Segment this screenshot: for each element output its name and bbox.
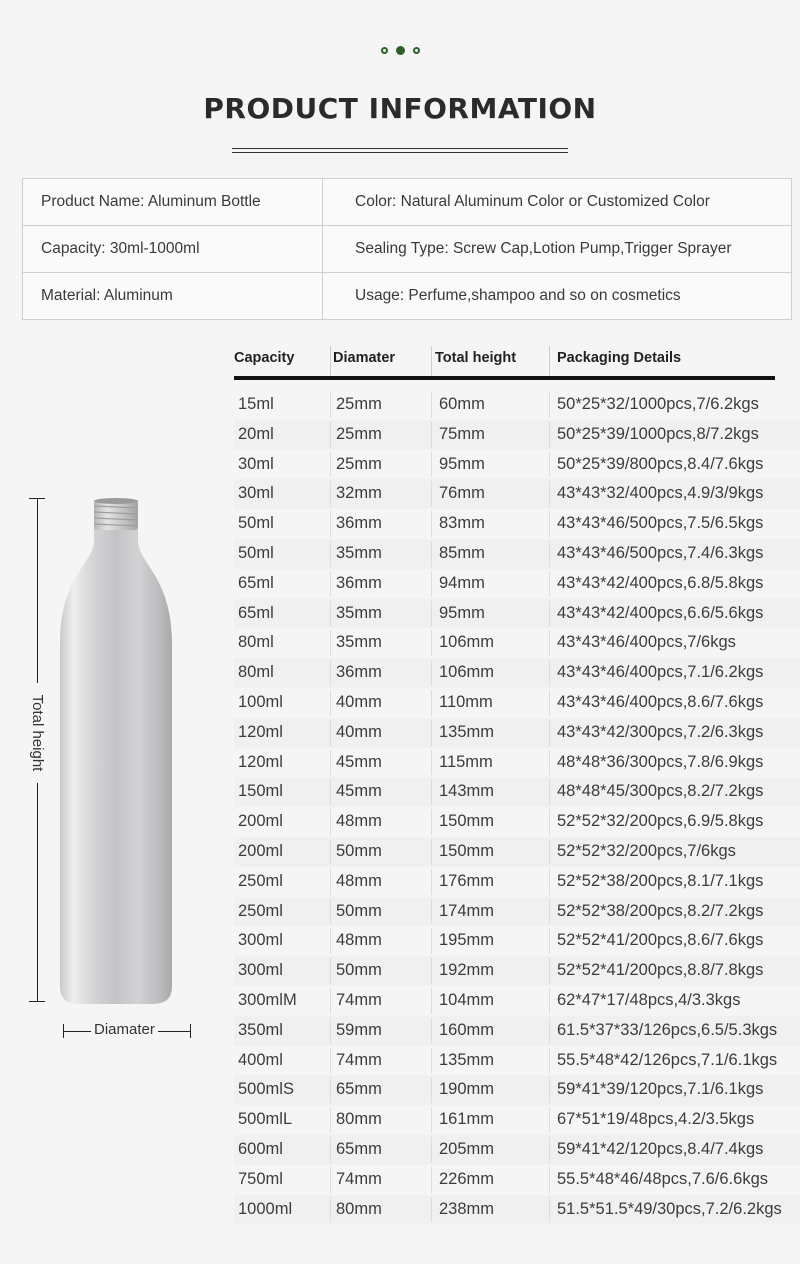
column-divider: [549, 928, 550, 954]
cell-capacity: 80ml: [238, 633, 274, 652]
cell-capacity: 120ml: [238, 722, 283, 741]
cell-packaging-details: 43*43*46/400pcs,7/6kgs: [557, 633, 736, 652]
cell-capacity: 30ml: [238, 454, 274, 473]
column-divider: [549, 511, 550, 537]
cell-diameter: 48mm: [336, 931, 382, 950]
cell-capacity: 300ml: [238, 931, 283, 950]
cell-total-height: 83mm: [439, 514, 485, 533]
cell-total-height: 95mm: [439, 603, 485, 622]
cell-diameter: 36mm: [336, 663, 382, 682]
column-divider: [431, 481, 432, 507]
cell-diameter: 48mm: [336, 812, 382, 831]
cell-capacity: 500mlS: [238, 1080, 294, 1099]
cell-capacity: 250ml: [238, 871, 283, 890]
cell-total-height: 161mm: [439, 1110, 495, 1129]
cell-total-height: 85mm: [439, 543, 485, 562]
column-divider: [330, 346, 331, 380]
header-capacity: Capacity: [234, 350, 295, 366]
cell-total-height: 174mm: [439, 901, 495, 920]
cell-packaging-details: 52*52*41/200pcs,8.8/7.8kgs: [557, 961, 764, 980]
table-row: [234, 1075, 800, 1105]
column-divider: [330, 928, 331, 954]
column-divider: [431, 1018, 432, 1044]
height-dimension-label: Total height: [27, 683, 47, 783]
column-divider: [330, 1137, 331, 1163]
cell-capacity: 200ml: [238, 812, 283, 831]
cell-packaging-details: 43*43*32/400pcs,4.9/3/9kgs: [557, 484, 764, 503]
cell-total-height: 150mm: [439, 841, 495, 860]
cell-capacity: 600ml: [238, 1139, 283, 1158]
column-divider: [330, 630, 331, 656]
cell-diameter: 74mm: [336, 990, 382, 1009]
info-cell: Sealing Type: Screw Cap,Lotion Pump,Trigger Sprayer: [323, 226, 792, 273]
table-row: [234, 777, 800, 807]
column-divider: [549, 690, 550, 716]
cell-capacity: 150ml: [238, 782, 283, 801]
column-divider: [330, 1077, 331, 1103]
column-divider: [431, 511, 432, 537]
cell-total-height: 150mm: [439, 812, 495, 831]
cell-packaging-details: 61.5*37*33/126pcs,6.5/5.3kgs: [557, 1020, 778, 1039]
cell-diameter: 36mm: [336, 573, 382, 592]
cell-diameter: 48mm: [336, 871, 382, 890]
cell-diameter: 35mm: [336, 603, 382, 622]
column-divider: [431, 1077, 432, 1103]
table-row: [234, 509, 800, 539]
column-divider: [431, 452, 432, 478]
column-divider: [330, 690, 331, 716]
column-divider: [431, 422, 432, 448]
column-divider: [330, 958, 331, 984]
cell-capacity: 300mlM: [238, 990, 297, 1009]
table-row: [234, 599, 800, 629]
cell-capacity: 120ml: [238, 752, 283, 771]
info-cell: Color: Natural Aluminum Color or Customized Color: [323, 179, 792, 226]
cell-capacity: 50ml: [238, 543, 274, 562]
cell-diameter: 80mm: [336, 1110, 382, 1129]
column-divider: [549, 392, 550, 418]
column-divider: [330, 511, 331, 537]
column-divider: [330, 571, 331, 597]
title-divider: [232, 148, 568, 153]
table-row: [234, 688, 800, 718]
column-divider: [549, 422, 550, 448]
column-divider: [431, 988, 432, 1014]
cell-capacity: 15ml: [238, 395, 274, 413]
info-row: [23, 179, 792, 226]
cell-capacity: 350ml: [238, 1020, 283, 1039]
info-row: [23, 273, 792, 320]
column-divider: [431, 1107, 432, 1133]
column-divider: [431, 630, 432, 656]
cell-diameter: 65mm: [336, 1080, 382, 1099]
header-packaging-details: Packaging Details: [557, 350, 682, 366]
cell-packaging-details: 62*47*17/48pcs,4/3.3kgs: [557, 990, 741, 1009]
cell-diameter: 45mm: [336, 782, 382, 801]
column-divider: [431, 392, 432, 418]
cell-total-height: 115mm: [439, 752, 493, 771]
cell-packaging-details: 59*41*42/120pcs,8.4/7.4kgs: [557, 1139, 764, 1158]
header-total-height: Total height: [435, 350, 517, 366]
column-divider: [431, 839, 432, 865]
table-row: [234, 1105, 800, 1135]
cell-packaging-details: 43*43*46/400pcs,7.1/6.2kgs: [557, 663, 764, 682]
cell-packaging-details: 55.5*48*42/126pcs,7.1/6.1kgs: [557, 1050, 778, 1069]
column-divider: [549, 899, 550, 925]
cell-diameter: 74mm: [336, 1050, 382, 1069]
column-divider: [431, 1048, 432, 1074]
column-divider: [431, 809, 432, 835]
cell-total-height: 106mm: [439, 633, 495, 652]
info-row: [23, 226, 792, 273]
column-divider: [549, 601, 550, 627]
column-divider: [549, 1107, 550, 1133]
column-divider: [549, 481, 550, 507]
table-row: [234, 718, 800, 748]
cell-packaging-details: 43*43*46/400pcs,8.6/7.6kgs: [557, 692, 764, 711]
cell-packaging-details: 50*25*32/1000pcs,7/6.2kgs: [557, 395, 759, 413]
info-cell: Material: Aluminum: [23, 273, 323, 320]
column-divider: [549, 452, 550, 478]
cell-diameter: 59mm: [336, 1020, 382, 1039]
column-divider: [431, 541, 432, 567]
column-divider: [549, 750, 550, 776]
cell-total-height: 95mm: [439, 454, 485, 473]
table-row: [234, 748, 800, 778]
column-divider: [549, 1197, 550, 1223]
table-row: [234, 658, 800, 688]
cell-capacity: 65ml: [238, 603, 274, 622]
column-divider: [330, 452, 331, 478]
column-divider: [330, 660, 331, 686]
column-divider: [549, 1077, 550, 1103]
column-divider: [549, 541, 550, 567]
column-divider: [549, 839, 550, 865]
cell-total-height: 75mm: [439, 424, 485, 443]
cell-total-height: 135mm: [439, 722, 495, 741]
cell-packaging-details: 43*43*46/500pcs,7.4/6.3kgs: [557, 543, 764, 562]
table-row: [234, 1165, 800, 1195]
cell-packaging-details: 52*52*32/200pcs,7/6kgs: [557, 841, 736, 860]
column-divider: [431, 720, 432, 746]
cell-packaging-details: 52*52*38/200pcs,8.2/7.2kgs: [557, 901, 764, 920]
cell-capacity: 65ml: [238, 573, 274, 592]
table-row: [234, 450, 800, 480]
column-divider: [330, 1167, 331, 1193]
column-divider: [330, 601, 331, 627]
column-divider: [431, 958, 432, 984]
table-row: [234, 1046, 800, 1076]
column-divider: [431, 660, 432, 686]
carousel-dots: [0, 47, 800, 55]
cell-total-height: 106mm: [439, 663, 495, 682]
header-diameter: Diamater: [333, 350, 396, 366]
cell-packaging-details: 55.5*48*46/48pcs,7.6/6.6kgs: [557, 1169, 768, 1188]
dot-icon: [413, 47, 420, 54]
cell-capacity: 250ml: [238, 901, 283, 920]
column-divider: [431, 869, 432, 895]
column-divider: [431, 601, 432, 627]
cell-capacity: 80ml: [238, 663, 274, 682]
cell-diameter: 35mm: [336, 633, 382, 652]
info-cell: Product Name: Aluminum Bottle: [23, 179, 323, 226]
cell-total-height: 176mm: [439, 871, 495, 890]
spec-table: [234, 338, 800, 1218]
column-divider: [549, 988, 550, 1014]
cell-total-height: 135mm: [439, 1050, 495, 1069]
cell-packaging-details: 48*48*36/300pcs,7.8/6.9kgs: [557, 752, 764, 771]
column-divider: [549, 958, 550, 984]
info-cell: Usage: Perfume,shampoo and so on cosmetics: [323, 273, 792, 320]
cell-total-height: 76mm: [439, 484, 485, 503]
cell-total-height: 195mm: [439, 931, 495, 950]
table-row: [234, 539, 800, 569]
cell-diameter: 36mm: [336, 514, 382, 533]
cell-diameter: 40mm: [336, 722, 382, 741]
spec-table-body: [234, 390, 800, 1224]
column-divider: [431, 928, 432, 954]
dot-icon: [381, 47, 388, 54]
diameter-dimension: [63, 1021, 191, 1038]
cell-capacity: 750ml: [238, 1169, 283, 1188]
column-divider: [549, 571, 550, 597]
height-dimension-tick: [29, 498, 45, 499]
cell-diameter: 25mm: [336, 424, 382, 443]
column-divider: [431, 899, 432, 925]
cell-packaging-details: 48*48*45/300pcs,8.2/7.2kgs: [557, 782, 764, 801]
cell-packaging-details: 59*41*39/120pcs,7.1/6.1kgs: [557, 1080, 764, 1099]
aluminum-bottle-image: [56, 494, 176, 1006]
table-row: [234, 956, 800, 986]
table-row: [234, 807, 800, 837]
cell-total-height: 190mm: [439, 1080, 495, 1099]
column-divider: [549, 779, 550, 805]
cell-total-height: 205mm: [439, 1139, 495, 1158]
cell-capacity: 20ml: [238, 424, 274, 443]
column-divider: [330, 720, 331, 746]
table-row: [234, 897, 800, 927]
cell-packaging-details: 51.5*51.5*49/30pcs,7.2/6.2kgs: [557, 1199, 782, 1218]
column-divider: [431, 1137, 432, 1163]
cell-diameter: 25mm: [336, 395, 382, 413]
column-divider: [549, 1137, 550, 1163]
table-row: [234, 420, 800, 450]
cell-packaging-details: 50*25*39/800pcs,8.4/7.6kgs: [557, 454, 764, 473]
column-divider: [549, 809, 550, 835]
table-row: [234, 1135, 800, 1165]
column-divider: [549, 1048, 550, 1074]
cell-packaging-details: 43*43*46/500pcs,7.5/6.5kgs: [557, 514, 764, 533]
column-divider: [549, 1018, 550, 1044]
header-underline: [234, 376, 775, 380]
column-divider: [431, 750, 432, 776]
dot-active-icon: [396, 46, 405, 55]
column-divider: [549, 720, 550, 746]
column-divider: [549, 630, 550, 656]
cell-capacity: 200ml: [238, 841, 283, 860]
cell-capacity: 300ml: [238, 961, 283, 980]
column-divider: [330, 779, 331, 805]
column-divider: [431, 346, 432, 380]
table-row: [234, 867, 800, 897]
column-divider: [431, 1197, 432, 1223]
cell-capacity: 400ml: [238, 1050, 283, 1069]
cell-total-height: 60mm: [439, 395, 485, 413]
cell-diameter: 25mm: [336, 454, 382, 473]
column-divider: [330, 988, 331, 1014]
cell-total-height: 226mm: [439, 1169, 495, 1188]
cell-packaging-details: 52*52*41/200pcs,8.6/7.6kgs: [557, 931, 764, 950]
cell-capacity: 500mlL: [238, 1110, 293, 1129]
column-divider: [330, 1018, 331, 1044]
cell-packaging-details: 43*43*42/400pcs,6.6/5.6kgs: [557, 603, 764, 622]
cell-total-height: 143mm: [439, 782, 495, 801]
cell-packaging-details: 52*52*32/200pcs,6.9/5.8kgs: [557, 812, 764, 831]
column-divider: [330, 1107, 331, 1133]
cell-capacity: 1000ml: [238, 1199, 293, 1218]
info-cell: Capacity: 30ml-1000ml: [23, 226, 323, 273]
column-divider: [330, 481, 331, 507]
column-divider: [330, 392, 331, 418]
column-divider: [330, 1197, 331, 1223]
cell-packaging-details: 43*43*42/300pcs,7.2/6.3kgs: [557, 722, 764, 741]
column-divider: [549, 869, 550, 895]
cell-packaging-details: 52*52*38/200pcs,8.1/7.1kgs: [557, 871, 764, 890]
spec-table-header: [234, 338, 800, 380]
page-title: PRODUCT INFORMATION: [203, 92, 597, 125]
cell-diameter: 50mm: [336, 961, 382, 980]
column-divider: [330, 839, 331, 865]
table-row: [234, 926, 800, 956]
column-divider: [330, 750, 331, 776]
column-divider: [431, 690, 432, 716]
cell-packaging-details: 43*43*42/400pcs,6.8/5.8kgs: [557, 573, 764, 592]
table-row: [234, 390, 800, 420]
cell-diameter: 32mm: [336, 484, 382, 503]
cell-capacity: 100ml: [238, 692, 283, 711]
cell-total-height: 110mm: [439, 692, 493, 711]
column-divider: [431, 1167, 432, 1193]
diameter-dimension-tick: [190, 1024, 191, 1038]
column-divider: [330, 1048, 331, 1074]
height-dimension-tick: [29, 1001, 45, 1002]
cell-total-height: 192mm: [439, 961, 495, 980]
cell-diameter: 40mm: [336, 692, 382, 711]
column-divider: [330, 899, 331, 925]
cell-diameter: 50mm: [336, 901, 382, 920]
column-divider: [330, 541, 331, 567]
table-row: [234, 986, 800, 1016]
column-divider: [431, 779, 432, 805]
cell-diameter: 74mm: [336, 1169, 382, 1188]
cell-capacity: 50ml: [238, 514, 274, 533]
cell-total-height: 238mm: [439, 1199, 495, 1218]
cell-packaging-details: 67*51*19/48pcs,4.2/3.5kgs: [557, 1110, 755, 1129]
diameter-dimension-tick: [63, 1024, 64, 1038]
cell-diameter: 45mm: [336, 752, 382, 771]
cell-total-height: 104mm: [439, 990, 495, 1009]
column-divider: [549, 660, 550, 686]
table-row: [234, 837, 800, 867]
table-row: [234, 1195, 800, 1225]
diameter-dimension-label: Diamater: [91, 1021, 158, 1038]
cell-total-height: 94mm: [439, 573, 485, 592]
column-divider: [549, 346, 550, 380]
cell-packaging-details: 50*25*39/1000pcs,8/7.2kgs: [557, 424, 759, 443]
cell-diameter: 65mm: [336, 1139, 382, 1158]
column-divider: [330, 869, 331, 895]
table-row: [234, 479, 800, 509]
cell-capacity: 30ml: [238, 484, 274, 503]
cell-diameter: 50mm: [336, 841, 382, 860]
column-divider: [549, 1167, 550, 1193]
cell-total-height: 160mm: [439, 1020, 495, 1039]
product-info-table: [22, 178, 792, 320]
column-divider: [330, 809, 331, 835]
column-divider: [330, 422, 331, 448]
cell-diameter: 80mm: [336, 1199, 382, 1218]
table-row: [234, 1016, 800, 1046]
cell-diameter: 35mm: [336, 543, 382, 562]
column-divider: [431, 571, 432, 597]
table-row: [234, 569, 800, 599]
table-row: [234, 628, 800, 658]
